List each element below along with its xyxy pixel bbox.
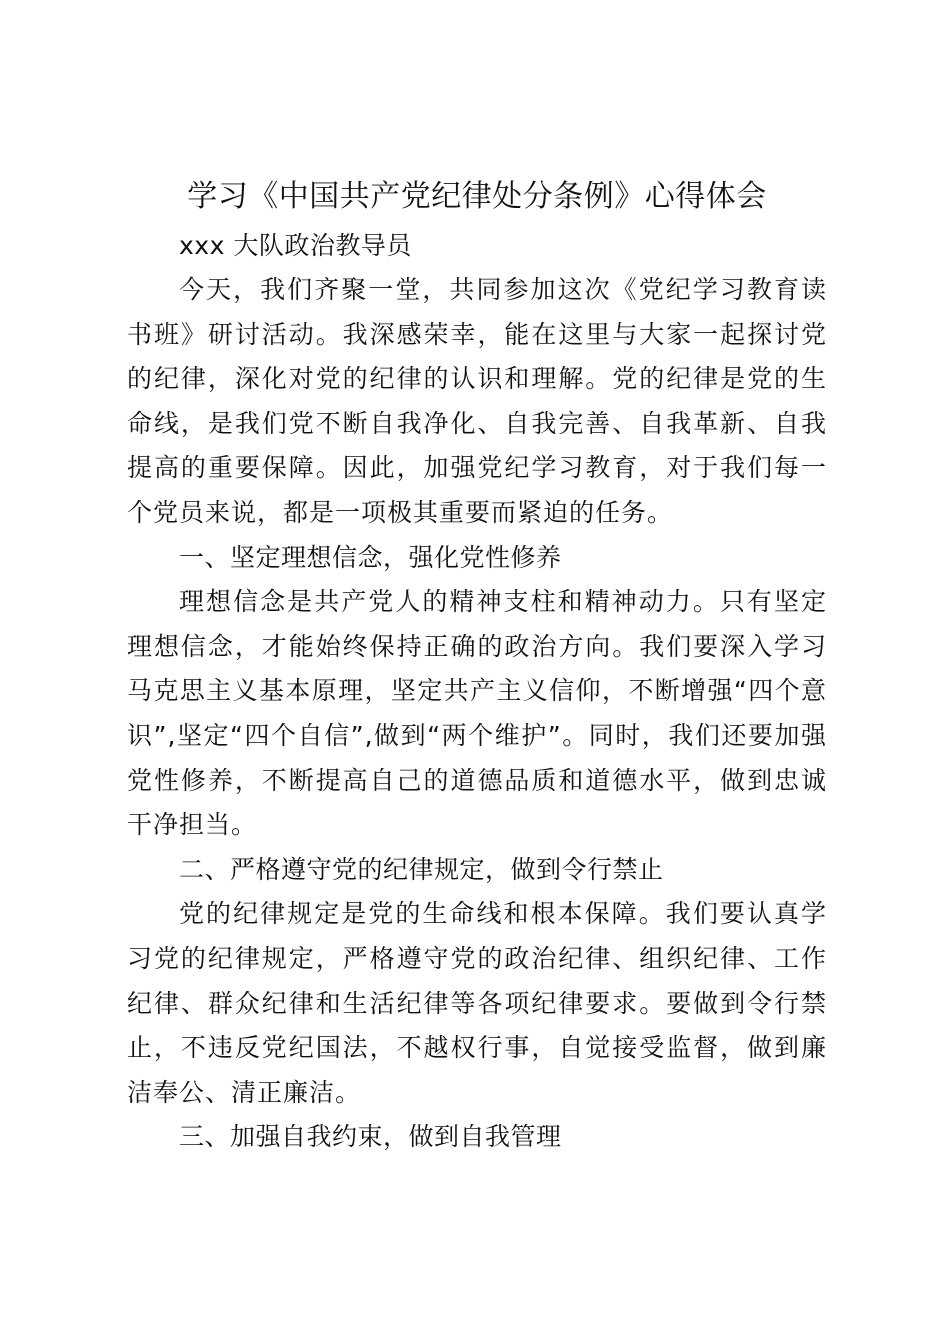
- section-1-heading: 一、坚定理想信念，强化党性修养: [179, 542, 562, 572]
- section-2-heading: 二、严格遵守党的纪律规定，做到令行禁止: [179, 854, 664, 884]
- intro-paragraph: 今天，我们齐聚一堂，共同参加这次《党纪学习教育读书班》研讨活动。我深感荣幸，能在这里与大家一起探讨党的纪律，深化对党的纪律的认识和理解。党的纪律是党的生命线，是我们党不断自我净化、自我完善、自我革新、自我提高的重要保障。因此，加强党纪学习教育，对于我们每一个党员来说，都是一项极其重要而紧迫的任务。: [127, 275, 827, 527]
- section-3-heading: 三、加强自我约束，做到自我管理: [179, 1122, 562, 1152]
- section-2-body: 党的纪律规定是党的生命线和根本保障。我们要认真学习党的纪律规定，严格遵守党的政治纪律、组织纪律、工作纪律、群众纪律和生活纪律等各项纪律要求。要做到令行禁止，不违反党纪国法，不越权行事，自觉接受监督，做到廉洁奉公、清正廉洁。: [127, 899, 827, 1107]
- document-author: xxx 大队政治教导员: [179, 231, 412, 260]
- document-page: [127, 170, 827, 1160]
- section-1-body: 理想信念是共产党人的精神支柱和精神动力。只有坚定理想信念，才能始终保持正确的政治方向。我们要深入学习马克思主义基本原理，坚定共产主义信仰，不断增强“四个意识”,坚定“四个自信”,做到“两个维护”。同时，我们还要加强党性修养，不断提高自己的道德品质和道德水平，做到忠诚干净担当。: [127, 587, 827, 840]
- document-title: 学习《中国共产党纪律处分条例》心得体会: [187, 179, 767, 214]
